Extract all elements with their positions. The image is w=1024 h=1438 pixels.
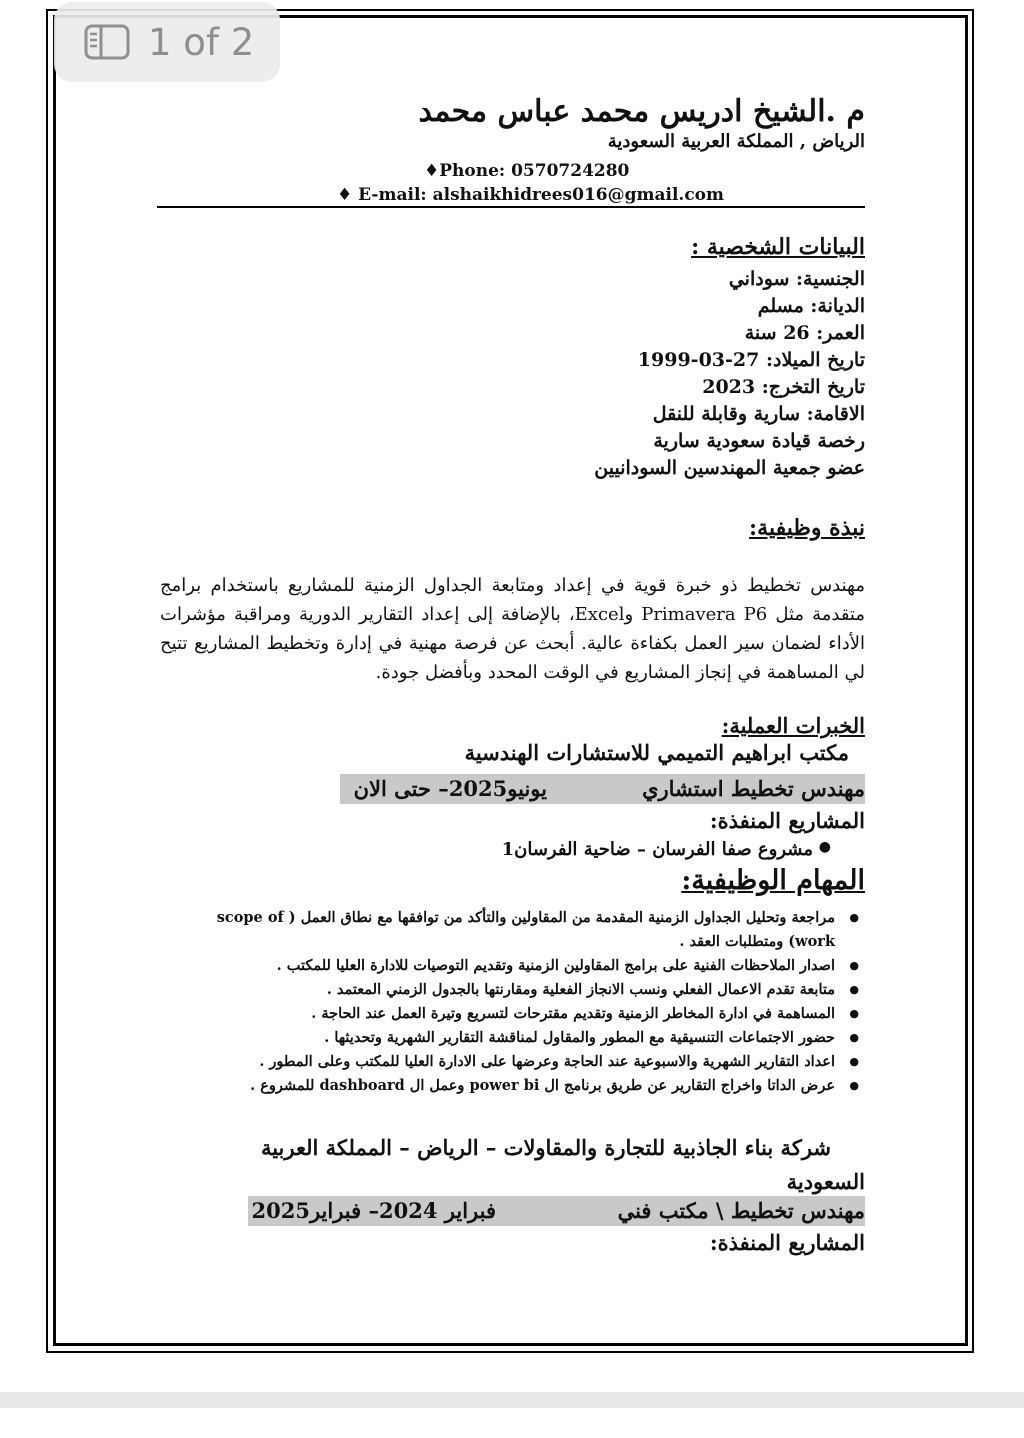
list-item: ● عرض الداتا واخراج التقارير عن طريق برنامج ال power bi وعمل ال dashboard للمشروع . [169,1074,859,1098]
list-item: ● حضور الاجتماعات التنسيقية مع المطور والمقاول لمناقشة التقارير الشهرية وتحديثها . [169,1026,859,1050]
profile-paragraph: مهندس تخطيط ذو خبرة قوية في إعداد ومتابعة الجداول الزمنية للمشاريع باستخدام برامج متقدمة مثل Primavera P6 وExcel، بالإضافة إلى إعداد التقارير الدورية ومراقبة مؤشرات الأداء لضمان سير العمل بكفاءة عالية. أبحث عن فرصة مهنية في إدارة وتخطيط المشاريع تتيح لي المساهمة في إنجاز المشاريع في الوقت المحدد وبأفضل جودة. [160,575,866,683]
job2-period: فبراير 2024– فبراير2025 [251,1198,496,1223]
bullet-icon: ● [849,983,859,996]
sidebar-icon [84,24,130,60]
graduation-line: تاريخ التخرج: 2023 [702,376,865,398]
nationality-line: الجنسية: سوداني [728,268,865,290]
page-indicator[interactable] [54,2,280,82]
bullet-icon: ● [818,839,831,855]
profile-heading: نبذة وظيفية: [749,515,865,541]
list-item: ● متابعة تقدم الاعمال الفعلي ونسب الانجاز الفعلية ومقارنتها بالجدول الزمني المعتمد . [169,978,859,1002]
candidate-location: الرياض , المملكة العربية السعودية [607,131,865,152]
membership-line: عضو جمعية المهندسين السودانيين [594,457,865,479]
residency-line: الاقامة: سارية وقابلة للنقل [652,403,865,425]
job2-company: شركة بناء الجاذبية للتجارة والمقاولات – الرياض – المملكة العربية السعودية [260,1135,865,1194]
bullet-icon: ● [849,911,859,924]
birthdate-line: تاريخ الميلاد: 27-03-1999 [637,349,865,371]
job2-title: مهندس تخطيط \ مكتب فني [617,1198,865,1223]
personal-info-heading: البيانات الشخصية : [691,234,865,260]
job1-tasks-heading: المهام الوظيفية: [681,865,865,896]
bullet-icon: ● [849,1031,859,1044]
job1-projects-list [502,839,831,860]
header-divider [157,206,865,208]
age-line: العمر: 26 سنة [744,322,865,344]
page-count-label: 1 of 2 [148,20,255,64]
candidate-name: م .الشيخ ادريس محمد عباس محمد [418,94,865,129]
list-item: ● مراجعة وتحليل الجداول الزمنية المقدمة من المقاولين والتأكد من توافقها مع نطاق العمل ( scope of work) ومتطلبات العقد . [169,906,859,954]
email-line: ♦ E-mail: alshaikhidrees016@gmail.com [337,185,725,205]
job2-projects-heading: المشاريع المنفذة: [709,1230,865,1255]
job1-title: مهندس تخطيط استشاري [642,776,865,801]
phone-line: ♦Phone: 0570724280 [424,161,630,181]
next-page-edge [0,1408,1024,1438]
list-item: ● اصدار الملاحظات الفنية على برامج المقاولين الزمنية وتقديم التوصيات للادارة العليا للمكتب . [169,954,859,978]
bullet-icon: ● [849,1079,859,1092]
religion-line: الديانة: مسلم [757,295,865,317]
license-line: رخصة قيادة سعودية سارية [653,430,865,452]
job1-period: يونيو2025– حتى الان [353,776,547,801]
job1-company: مكتب ابراهيم التميمي للاستشارات الهندسية [464,740,849,765]
bullet-icon: ● [849,959,859,972]
job1-tasks-list [169,906,859,1098]
bullet-icon: ● [849,1007,859,1020]
experience-heading: الخبرات العملية: [721,713,865,738]
list-item: ● اعداد التقارير الشهرية والاسبوعية عند الحاجة وعرضها على الادارة العليا للمكتب وعلى المطور . [169,1050,859,1074]
list-item: ● مشروع صفا الفرسان – ضاحية الفرسان1 [501,839,831,860]
job1-projects-heading: المشاريع المنفذة: [709,808,865,833]
list-item: ● المساهمة في ادارة المخاطر الزمنية وتقديم مقترحات لتسريع وتيرة العمل عند الحاجة . [169,1002,859,1026]
bullet-icon: ● [849,1055,859,1068]
